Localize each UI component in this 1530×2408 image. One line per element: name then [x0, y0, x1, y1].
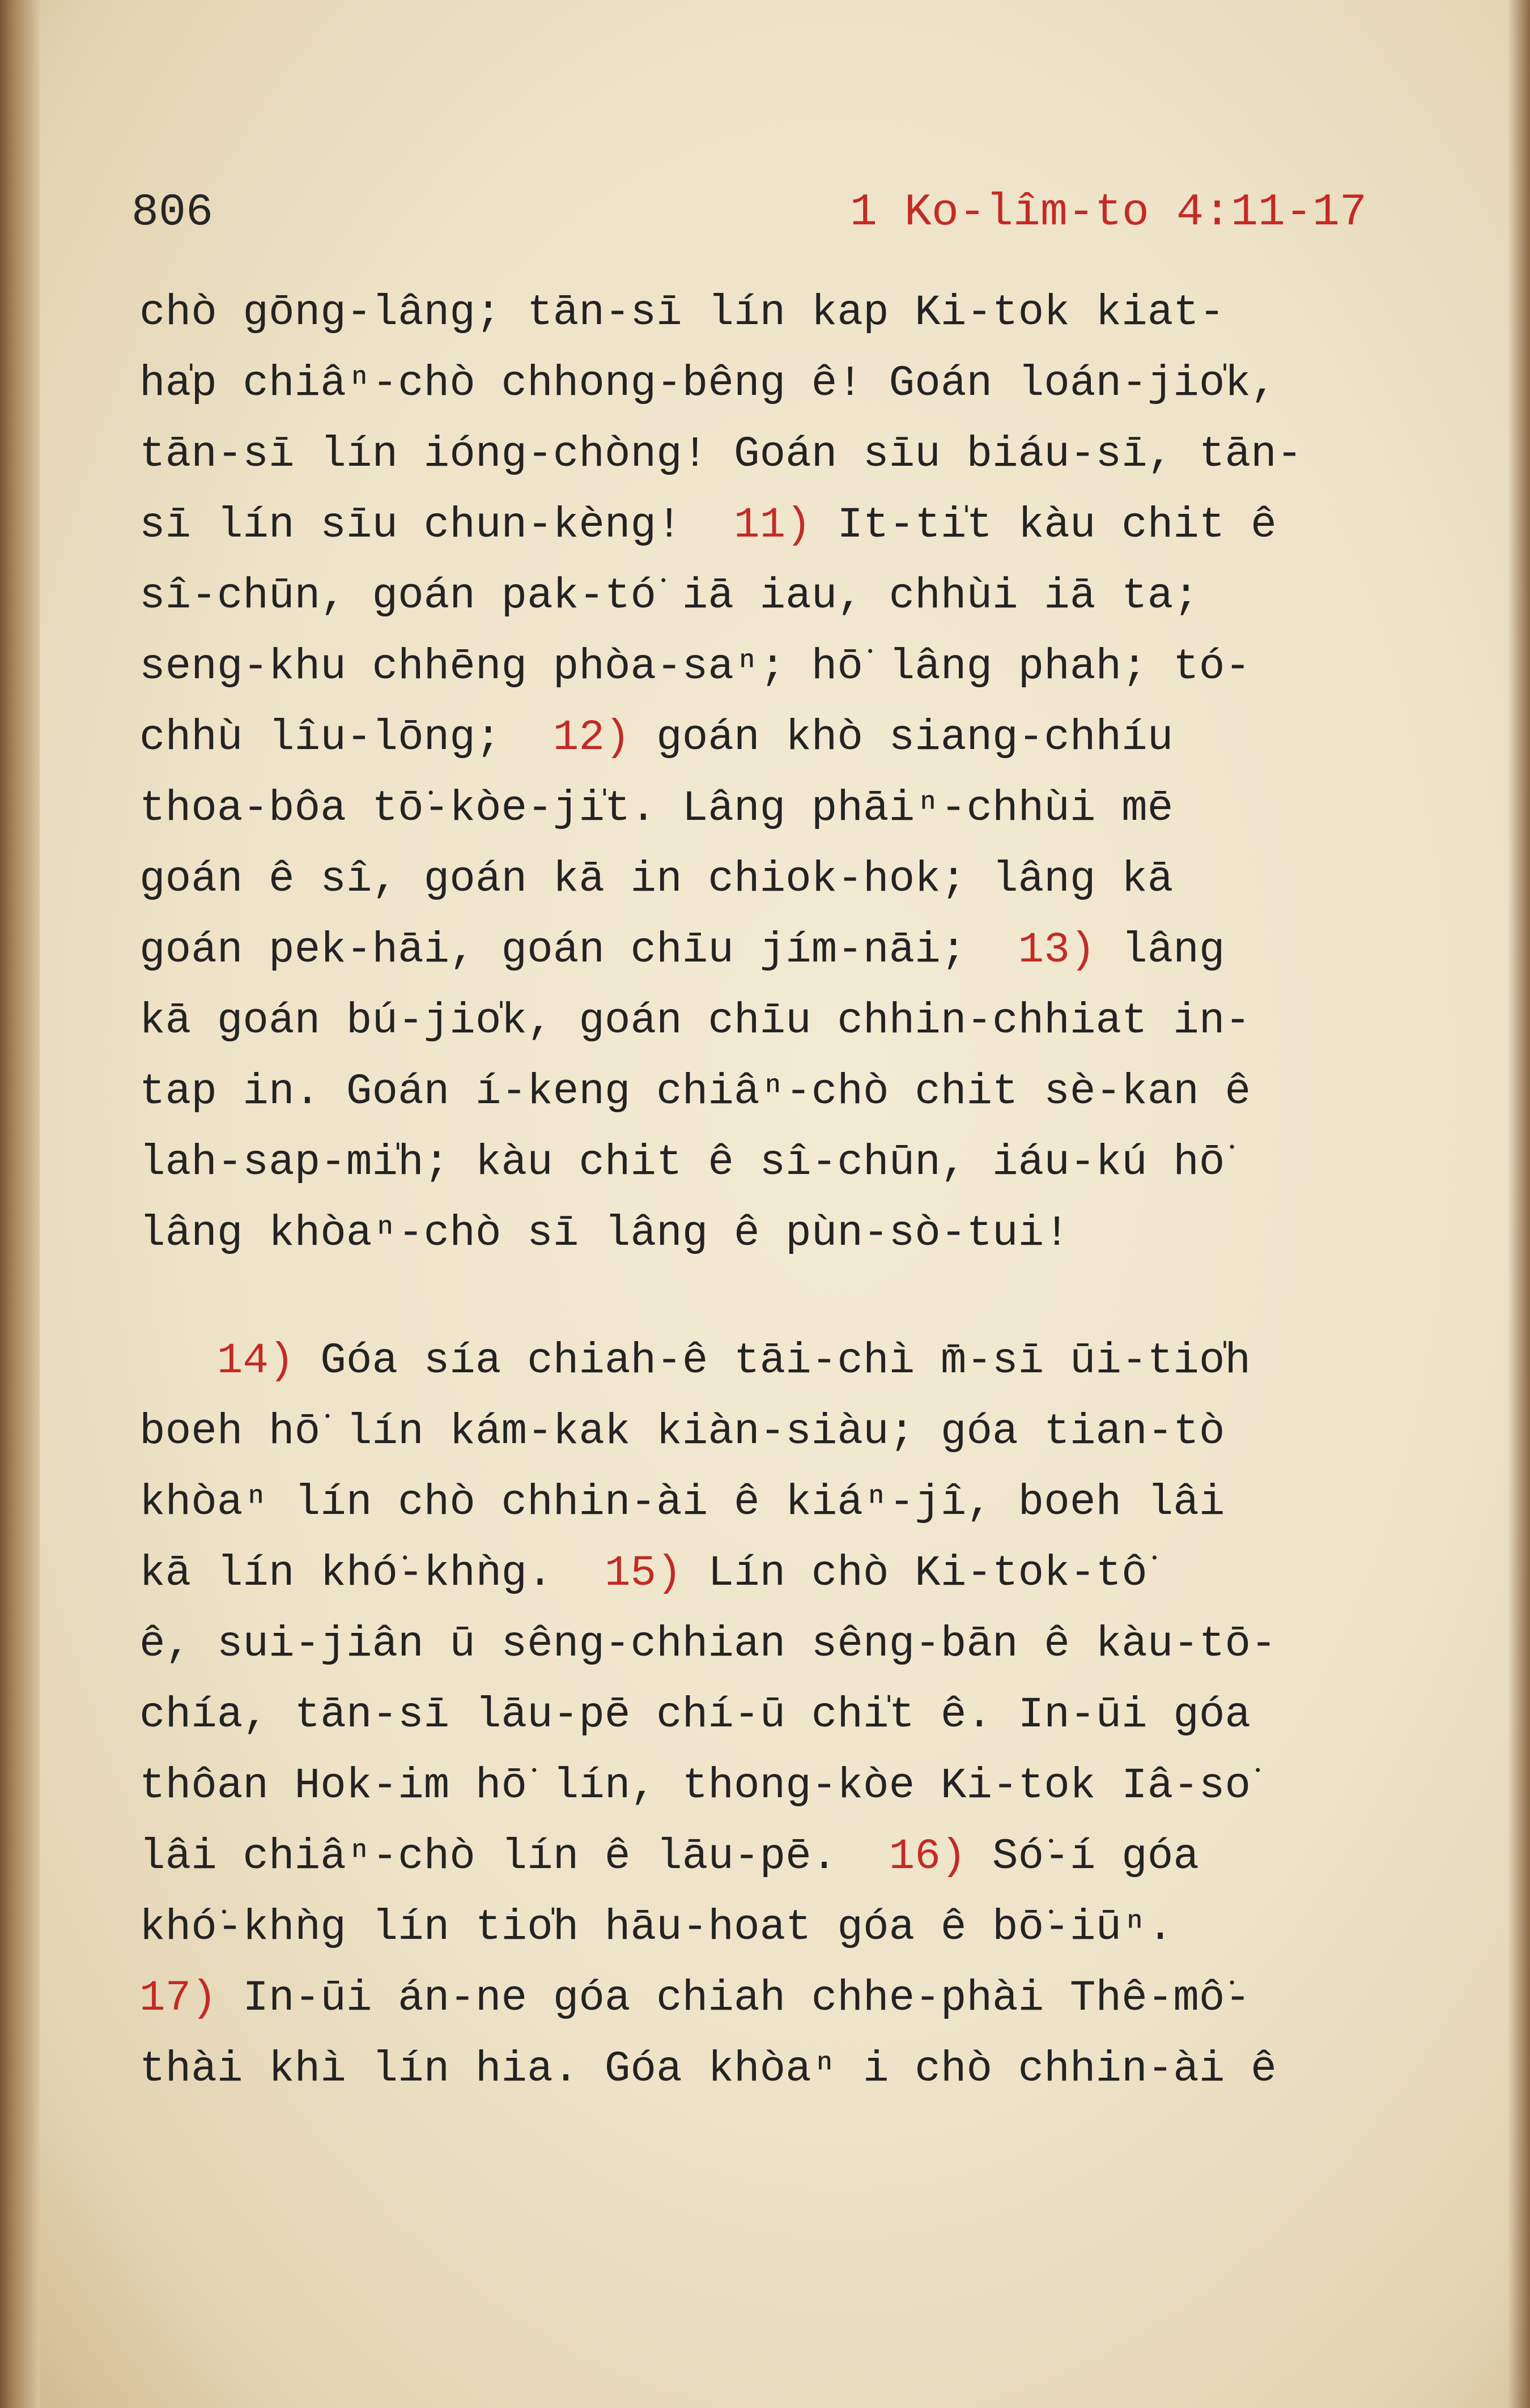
- text-segment: tap in. Goán í-keng chiâⁿ-chò chit sè-kan ê: [139, 1067, 1251, 1116]
- text-line: [139, 986, 1420, 1057]
- text-segment: khó͘-khǹg lín tio̍h hāu-hoat góa ê bō͘-iūⁿ.: [139, 1903, 1174, 1952]
- text-line: [139, 1467, 1420, 1538]
- text-segment: chhù lîu-lōng;: [139, 713, 553, 762]
- text-segment: Lín chò Ki-tok-tô͘: [682, 1549, 1148, 1598]
- text-segment: chía, tān-sī lāu-pē chí-ū chi̍t ê. In-ūi góa: [139, 1691, 1251, 1739]
- text-line: [139, 1397, 1420, 1467]
- text-segment: chò gōng-lâng; tān-sī lín kap Ki-tok kiat-: [139, 288, 1225, 337]
- text-segment: thoa-bôa tō͘-kòe-ji̍t. Lâng phāiⁿ-chhùi mē: [139, 784, 1174, 833]
- verse-number: 13): [1018, 926, 1096, 975]
- text-segment: Góa sía chiah-ê tāi-chì m̄-sī ūi-tio̍h: [294, 1337, 1251, 1385]
- text-segment: goán ê sî, goán kā in chiok-hok; lâng kā: [139, 855, 1174, 904]
- text-segment: Só͘-í góa: [966, 1832, 1199, 1881]
- text-segment: goán khò siang-chhíu: [630, 713, 1174, 762]
- text-segment: lâng: [1095, 926, 1225, 975]
- paragraph-break: [139, 1269, 1420, 1326]
- text-segment: lâng khòaⁿ-chò sī lâng ê pùn-sò-tui!: [139, 1209, 1070, 1258]
- text-line: [139, 278, 1420, 348]
- text-line: [139, 1963, 1420, 2034]
- text-line: [139, 1892, 1420, 1963]
- text-line: [139, 773, 1420, 844]
- verse-number: 17): [139, 1974, 217, 2023]
- text-line: [139, 348, 1420, 419]
- text-line: [139, 1128, 1420, 1198]
- paragraph-1: [139, 278, 1420, 1269]
- page-edge-shadow: [1507, 0, 1530, 2408]
- text-segment: It-ti̍t kàu chit ê: [811, 501, 1277, 550]
- verse-number: 14): [216, 1337, 295, 1385]
- text-line: [139, 632, 1420, 703]
- running-head: 1 Ko-lîm-to 4:11-17: [849, 187, 1367, 239]
- text-segment: ha̍p chiâⁿ-chò chhong-bêng ê! Goán loán-jio̍k,: [139, 359, 1277, 408]
- text-segment: tān-sī lín ióng-chòng! Goán sīu biáu-sī, tān-: [139, 430, 1303, 479]
- text-segment: [139, 1337, 217, 1385]
- text-line: [139, 419, 1420, 490]
- text-segment: kā lín khó͘-khǹg.: [139, 1549, 605, 1598]
- text-line: [139, 703, 1420, 773]
- text-line: [139, 1538, 1420, 1609]
- text-line: [139, 915, 1420, 986]
- text-line: [139, 1057, 1420, 1128]
- text-segment: kā goán bú-jio̍k, goán chīu chhin-chhiat in-: [139, 997, 1251, 1045]
- verse-number: 12): [552, 713, 631, 762]
- text-line: [139, 1198, 1420, 1269]
- text-segment: In-ūi án-ne góa chiah chhe-phài Thê-mô͘-: [216, 1974, 1251, 2023]
- text-segment: goán pek-hāi, goán chīu jím-nāi;: [139, 926, 1018, 975]
- text-segment: lah-sap-mi̍h; kàu chit ê sî-chūn, iáu-kú hō͘: [139, 1138, 1225, 1187]
- verse-number: 11): [733, 501, 811, 550]
- text-segment: boeh hō͘ lín kám-kak kiàn-siàu; góa tian-tò: [139, 1407, 1225, 1456]
- text-line: [139, 844, 1420, 915]
- text-line: [139, 1751, 1420, 1822]
- text-segment: ê, sui-jiân ū sêng-chhian sêng-bān ê kàu-tō-: [139, 1620, 1277, 1669]
- text-line: [139, 1326, 1420, 1397]
- text-line: [139, 2034, 1420, 2105]
- verse-number: 16): [889, 1832, 967, 1881]
- text-segment: thài khì lín hia. Góa khòaⁿ i chò chhin-ài ê: [139, 2045, 1277, 2094]
- text-line: [139, 490, 1420, 561]
- scripture-text: [139, 278, 1420, 2105]
- book-spine-shadow: [0, 0, 40, 2408]
- text-segment: lâi chiâⁿ-chò lín ê lāu-pē.: [139, 1832, 889, 1881]
- text-segment: thôan Hok-im hō͘ lín, thong-kòe Ki-tok Iâ-so͘: [139, 1762, 1251, 1810]
- text-line: [139, 1680, 1420, 1751]
- verse-number: 15): [604, 1549, 682, 1598]
- paragraph-2: [139, 1326, 1420, 2105]
- text-segment: sî-chūn, goán pak-tó͘ iā iau, chhùi iā ta;: [139, 572, 1199, 620]
- text-segment: seng-khu chhēng phòa-saⁿ; hō͘ lâng phah; tó-: [139, 643, 1251, 691]
- text-line: [139, 561, 1420, 632]
- text-line: [139, 1609, 1420, 1680]
- text-line: [139, 1822, 1420, 1892]
- page-header: [131, 187, 1367, 255]
- text-segment: sī lín sīu chun-kèng!: [139, 501, 734, 550]
- text-segment: khòaⁿ lín chò chhin-ài ê kiáⁿ-jî, boeh lâi: [139, 1478, 1225, 1527]
- page-number: 806: [131, 187, 214, 239]
